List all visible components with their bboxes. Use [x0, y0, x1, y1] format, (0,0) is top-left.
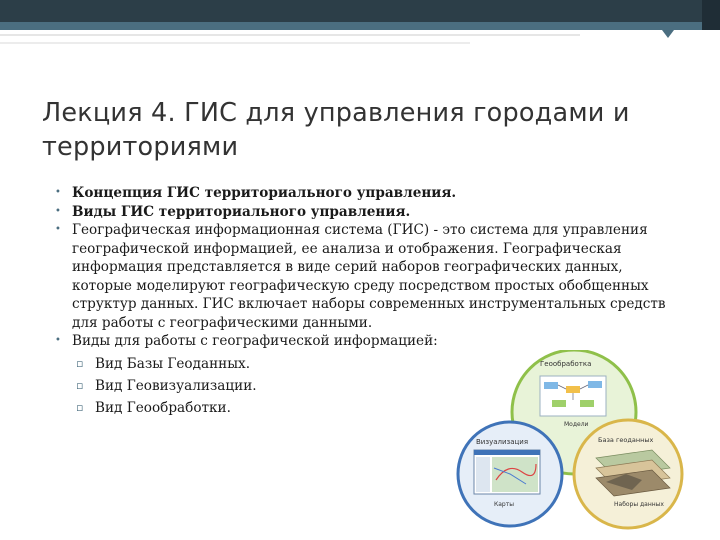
visualization-label: Визуализация: [476, 438, 529, 446]
maps-label: Карты: [494, 501, 514, 508]
bullet-icon: •: [55, 224, 61, 235]
sub-bullet-icon: ▫: [76, 378, 84, 392]
geodatabase-label: База геоданных: [598, 436, 654, 444]
bullet-item: [0, 221, 682, 332]
bullet-text: Виды ГИС территориального управления.: [72, 203, 411, 220]
sub-bullet-text: Вид Геообработки.: [95, 399, 231, 416]
bullet-list: [0, 184, 720, 351]
sub-bullet-text: Вид Геовизуализации.: [95, 377, 257, 394]
sub-bullet-text: Вид Базы Геоданных.: [95, 355, 251, 372]
header-accent-bar: [0, 22, 720, 30]
bullet-text: Виды для работы с географической информацией:: [72, 333, 438, 349]
header-arrow-icon: [662, 30, 674, 38]
models-label: Модели: [564, 421, 589, 428]
bullet-item: [0, 332, 682, 351]
sub-bullet-icon: ▫: [76, 400, 84, 414]
bullet-icon: •: [55, 205, 61, 217]
bullet-text: Географическая информационная система (ГИС) - это система для управления географической информацией, ее анализа и отображения. Географическая информация представляется в виде серий наборов географических данных, которые моделируют географическую среду посредством простых обобщенных структур данных. ГИС включает наборы современных инструментальных средств для работы с географическими данными.: [72, 222, 666, 331]
geoprocessing-label: Геообработка: [540, 360, 592, 368]
header-bar: [0, 0, 720, 22]
datasets-label: Наборы данных: [614, 501, 664, 508]
decorative-line: [0, 42, 470, 44]
map-window-graphic: [474, 450, 540, 494]
slide-title: Лекция 4. ГИС для управления городами и территориями: [42, 98, 630, 162]
header-corner-block: [702, 0, 720, 30]
sub-bullet-icon: ▫: [76, 356, 84, 370]
model-flow-graphic: [540, 376, 606, 416]
bullet-item: [0, 184, 682, 203]
bullet-icon: •: [55, 187, 61, 198]
gis-views-diagram: [456, 350, 686, 530]
decorative-line: [0, 34, 580, 36]
bullet-text: Концепция ГИС территориального управления.: [72, 185, 457, 201]
bullet-item: [0, 203, 682, 222]
data-layers-graphic: [596, 450, 670, 496]
bullet-icon: •: [55, 335, 61, 346]
